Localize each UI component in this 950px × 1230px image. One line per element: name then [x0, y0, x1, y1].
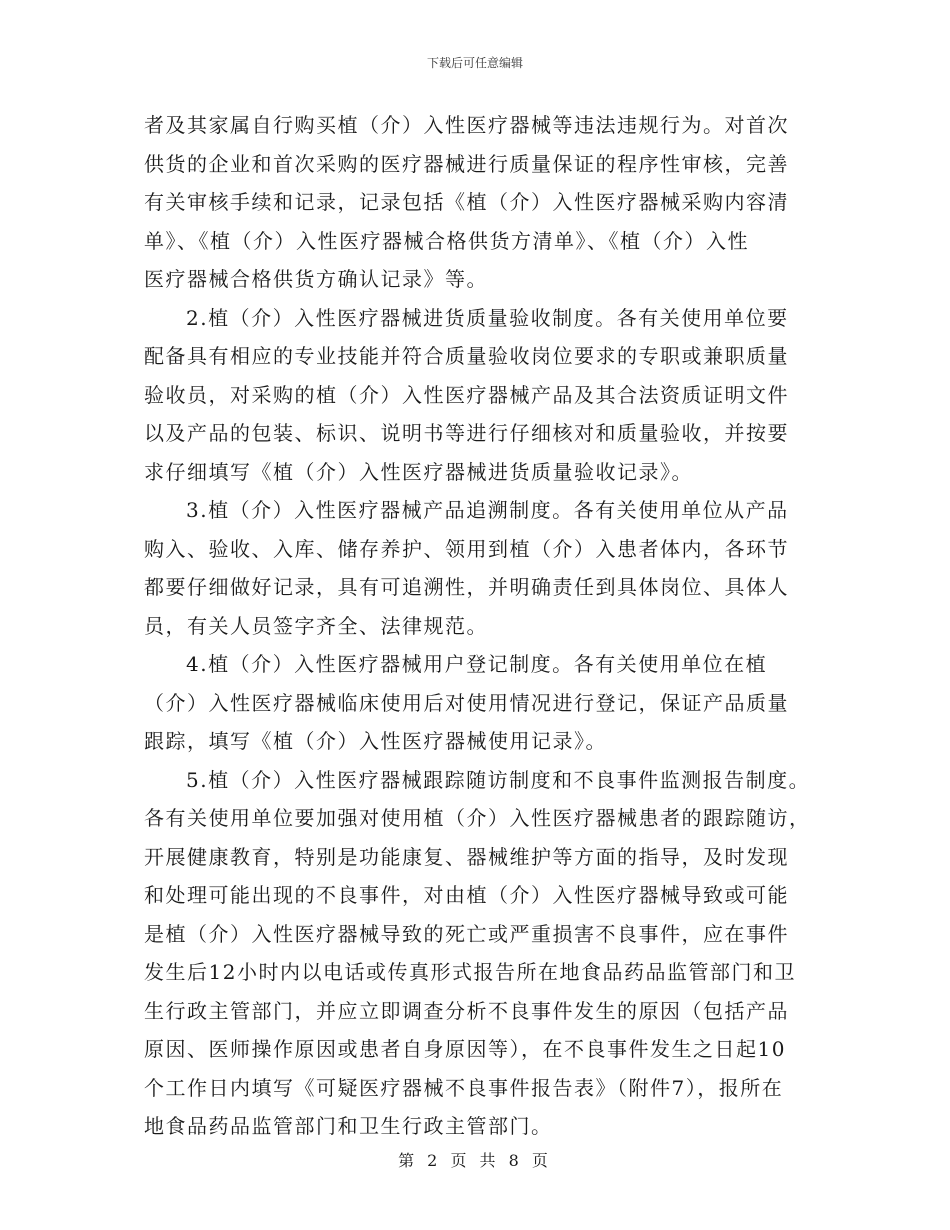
paragraph-line: 2.植（介）入性医疗器械进货质量验收制度。各有关使用单位要	[186, 305, 789, 330]
paragraph-line: 地食品药品监管部门和卫生行政主管部门。	[144, 1114, 553, 1138]
paragraph-line: 个工作日内填写《可疑医疗器械不良事件报告表》（附件7），报所在	[144, 1075, 784, 1100]
paragraph-line: 者及其家属自行购买植（介）入性医疗器械等违法违规行为。对首次	[144, 113, 789, 137]
paragraph-line: 3.植（介）入性医疗器械产品追溯制度。各有关使用单位从产品	[186, 498, 789, 522]
paragraph-line: （介）入性医疗器械临床使用后对使用情况进行登记，保证产品质量	[144, 690, 789, 715]
paragraph-line: 验收员，对采购的植（介）入性医疗器械产品及其合法资质证明文件	[144, 382, 789, 407]
paragraph-line: 都要仔细做好记录，具有可追溯性，并明确责任到具体岗位、具体人	[144, 575, 789, 599]
paragraph-line: 购入、验收、入库、储存养护、领用到植（介）入患者体内，各环节	[144, 536, 789, 561]
paragraph-line: 求仔细填写《植（介）入性医疗器械进货质量验收记录》。	[144, 459, 693, 484]
paragraph-line: 各有关使用单位要加强对使用植（介）入性医疗器械患者的跟踪随访，	[144, 806, 811, 830]
paragraph-line: 是植（介）入性医疗器械导致的死亡或严重损害不良事件，应在事件	[144, 921, 789, 946]
paragraph-line: 发生后12小时内以电话或传真形式报告所在地食品药品监管部门和卫	[144, 960, 796, 984]
paragraph-line: 4.植（介）入性医疗器械用户登记制度。各有关使用单位在植	[186, 652, 768, 676]
paragraph-line: 配备具有相应的专业技能并符合质量验收岗位要求的专职或兼职质量	[144, 344, 789, 368]
paragraph-line: 跟踪，填写《植（介）入性医疗器械使用记录》。	[144, 729, 607, 753]
paragraph-line: 医疗器械合格供货方确认记录》等。	[144, 267, 488, 291]
paragraph-line: 有关审核手续和记录，记录包括《植（介）入性医疗器械采购内容清	[144, 190, 789, 214]
paragraph-line: 以及产品的包装、标识、说明书等进行仔细核对和质量验收，并按要	[144, 421, 789, 445]
paragraph-line: 生行政主管部门，并应立即调查分析不良事件发生的原因（包括产品	[144, 998, 789, 1023]
paragraph-line: 原因、医师操作原因或患者自身原因等），在不良事件发生之日起10	[144, 1037, 786, 1061]
paragraph-line: 和处理可能出现的不良事件，对由植（介）入性医疗器械导致或可能	[144, 883, 789, 907]
paragraph-line: 单》、《植（介）入性医疗器械合格供货方清单》、《植（介）入性	[144, 228, 749, 253]
document-body	[144, 106, 814, 1146]
page-footer: 第 2 页 共 8 页	[398, 1151, 552, 1170]
paragraph-line: 开展健康教育，特别是功能康复、器械维护等方面的指导，及时发现	[144, 844, 789, 869]
paragraph-line: 5.植（介）入性医疗器械跟踪随访制度和不良事件监测报告制度。	[186, 767, 811, 792]
page-header: 下载后可任意编辑	[426, 56, 523, 70]
paragraph-line: 供货的企业和首次采购的医疗器械进行质量保证的程序性审核，完善	[144, 151, 789, 176]
paragraph-line: 员，有关人员签字齐全、法律规范。	[144, 613, 488, 638]
